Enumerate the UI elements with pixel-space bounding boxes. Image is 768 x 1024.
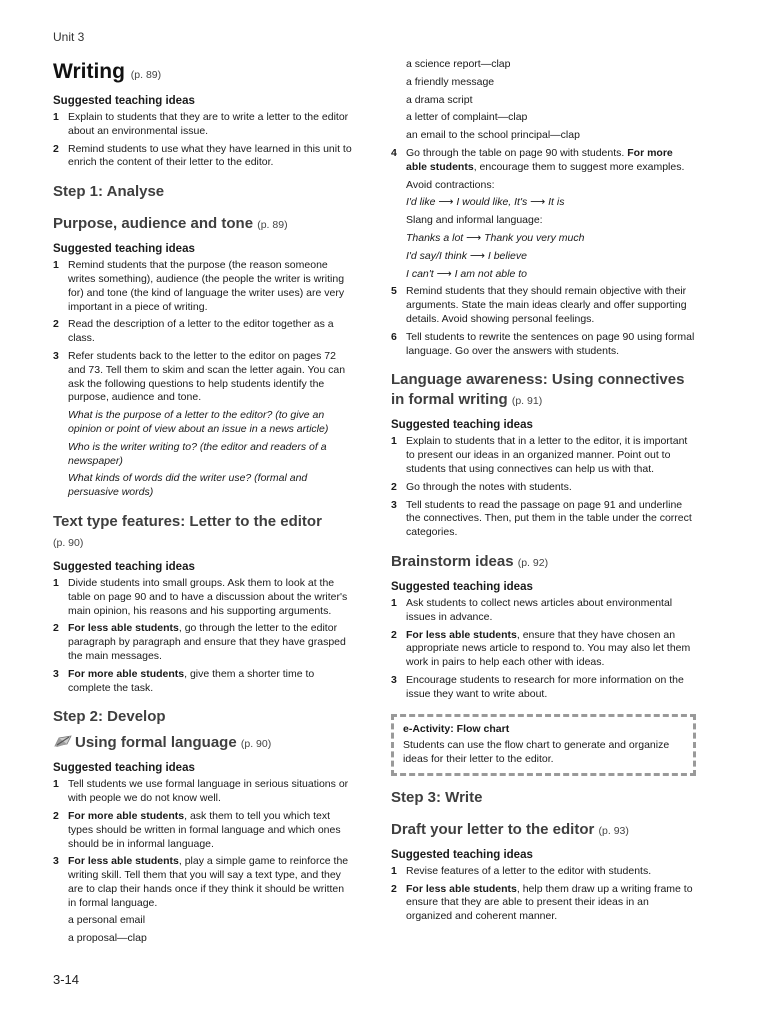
- brainstorm-heading: Brainstorm ideas (p. 92): [391, 552, 549, 570]
- unit-label: Unit 3: [53, 30, 85, 44]
- arrow-right-icon: ⟶: [436, 267, 452, 280]
- list-item: 2 For less able students, ensure that they have chosen an appropriate news article to respond to. You may also let them work in pairs to help each other with ideas.: [391, 628, 691, 669]
- list-item: 2 Remind students to use what they have learned in this unit to enrich the content of their letter to the editor.: [53, 142, 352, 169]
- slang-example: I can't ⟶ I am not able to: [406, 267, 527, 280]
- list-item: 3 Encourage students to research for more information on the issue they want to write about.: [391, 673, 684, 700]
- suggested-heading: Suggested teaching ideas: [53, 243, 195, 256]
- slang-label: Slang and informal language:: [406, 214, 543, 227]
- list-item: 3 Refer students back to the letter to the editor on pages 72 and 73. Tell them to skim and scan the letter again. You can ask the following questions to help students identify the purpose, audience and tone.: [53, 349, 346, 404]
- text-type-option: a science report—clap: [406, 58, 511, 70]
- arrow-right-icon: ⟶: [530, 196, 546, 209]
- suggested-heading: Suggested teaching ideas: [391, 580, 533, 593]
- list-item: 1 Remind students that the purpose (the reason someone writes something), audience (the people the writer is writing for) and tone (the kind of language the writer uses) are very important in a piece of writing.: [53, 259, 345, 313]
- right-column: [391, 58, 696, 928]
- connectives-heading: Language awareness: Using connectives in formal writing (p. 91): [391, 371, 685, 409]
- text-type-option: a drama script: [406, 93, 473, 106]
- list-item: 2 Go through the notes with students.: [391, 480, 572, 493]
- question: Who is the writer writing to? (the editor and readers of a newspaper): [68, 440, 327, 467]
- list-item: 3 For less able students, play a simple game to reinforce the writing skill. Tell them that you will say a text type, and they are to clap their hands once if they think it should be written in formal language.: [53, 855, 349, 909]
- list-item: 2 For more able students, ask them to tell you which text types should be written in formal language and which ones should be in informal language.: [53, 809, 341, 850]
- e-activity-box: [391, 714, 696, 776]
- list-item: 5 Remind students that they should remain objective with their arguments. State the main ideas clearly and offer supporting details. Avoid showing personal feelings.: [391, 285, 687, 325]
- slang-example: I'd say/I think ⟶ I believe: [406, 249, 527, 262]
- list-item: 6 Tell students to rewrite the sentences on page 90 using formal language. Go over the answers with students.: [391, 330, 695, 357]
- formal-language-heading: Using formal language (p. 90): [53, 733, 355, 754]
- list-item: 3 Tell students to read the passage on page 91 and underline the connectives. Then, put them in the table under the correct categories.: [391, 498, 692, 539]
- list-item: 1 Ask students to collect news articles about environmental issues in advance.: [391, 596, 673, 623]
- text-type-option: a friendly message: [406, 75, 495, 88]
- question: What is the purpose of a letter to the editor? (to give an opinion or point of view about an issue in a news article): [68, 409, 329, 435]
- list-item: 1 Divide students into small groups. Ask them to look at the table on page 90 and to have a discussion about the writer's main opinion, his reasons and his supporting arguments.: [53, 576, 348, 617]
- list-item: 1 Revise features of a letter to the editor with students.: [391, 864, 652, 877]
- suggested-heading: Suggested teaching ideas: [391, 419, 533, 432]
- list-item: 4 Go through the table on page 90 with students. For more able students, encourage them to suggest more examples.: [391, 146, 685, 173]
- page-number: 3-14: [53, 972, 80, 987]
- list-item: 2 For less able students, help them draw up a writing frame to ensure that they are able to present their ideas in an organized and coherent manner.: [391, 882, 693, 923]
- avoid-contractions-label: Avoid contractions:: [406, 178, 495, 191]
- left-column: [53, 58, 355, 950]
- question: What kinds of words did the writer use? (formal and persuasive words): [68, 472, 308, 499]
- e-activity-title: e-Activity: Flow chart: [403, 722, 510, 735]
- step3-heading: Step 3: Write: [391, 788, 483, 806]
- suggested-heading: Suggested teaching ideas: [391, 848, 533, 861]
- list-item: 2 Read the description of a letter to the editor together as a class.: [53, 318, 334, 345]
- draft-heading: Draft your letter to the editor (p. 93): [391, 820, 629, 838]
- pencil-icon: [53, 734, 73, 748]
- e-activity-text: Students can use the flow chart to generate and organize ideas for their letter to the editor.: [403, 739, 670, 766]
- suggested-heading: Suggested teaching ideas: [53, 560, 195, 573]
- text-type-option: a personal email: [68, 914, 146, 927]
- writing-heading: Writing (p. 89): [53, 60, 162, 83]
- text-type-heading: Text type features: Letter to the editor (p. 90): [53, 512, 322, 549]
- arrow-right-icon: ⟶: [438, 196, 454, 209]
- purpose-heading: Purpose, audience and tone (p. 89): [53, 215, 288, 233]
- list-item: 1 Explain to students that they are to write a letter to the editor about an environmental issue.: [53, 111, 349, 137]
- arrow-right-icon: ⟶: [469, 249, 485, 262]
- list-item: 2 For less able students, go through the letter to the editor paragraph by paragraph and ensure that they have grasped the main messages.: [53, 622, 346, 662]
- step2-heading: Step 2: Develop: [53, 708, 166, 726]
- suggested-heading: Suggested teaching ideas: [53, 95, 195, 107]
- arrow-right-icon: ⟶: [466, 231, 482, 244]
- text-type-option: a letter of complaint—clap: [406, 111, 528, 124]
- suggested-heading: Suggested teaching ideas: [53, 762, 195, 775]
- text-type-option: an email to the school principal—clap: [406, 129, 580, 142]
- text-type-option: a proposal—clap: [68, 932, 147, 945]
- list-item: 1 Tell students we use formal language in serious situations or with people we do not know well.: [53, 778, 349, 805]
- step1-heading: Step 1: Analyse: [53, 183, 165, 201]
- list-item: 3 For more able students, give them a shorter time to complete the task.: [53, 667, 315, 694]
- slang-example: Thanks a lot ⟶ Thank you very much: [406, 231, 585, 244]
- list-item: 1 Explain to students that in a letter to the editor, it is important to present our ideas in an organized manner. Point out to students that using connectives can help us with that.: [391, 435, 688, 475]
- contraction-example: I'd like ⟶ I would like, It's ⟶ It is: [406, 196, 565, 209]
